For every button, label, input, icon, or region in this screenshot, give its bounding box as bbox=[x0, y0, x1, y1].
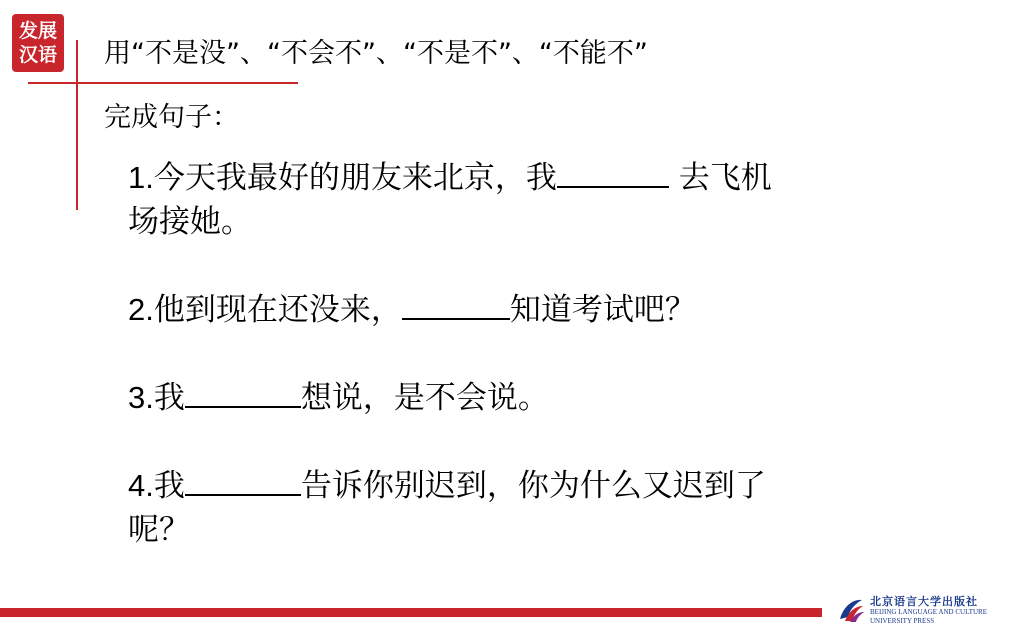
question-2 bbox=[128, 288, 948, 332]
question-2-text-after: 知道考试吧？ bbox=[509, 292, 696, 328]
question-2-text-before: 他到现在还没来， bbox=[153, 292, 402, 328]
question-1-text-continued: 场接她。 bbox=[128, 204, 252, 240]
brand-line-1: 发展 bbox=[18, 20, 57, 42]
publisher-logo-icon bbox=[836, 595, 866, 625]
publisher-logo bbox=[836, 592, 1016, 628]
question-1-blank[interactable] bbox=[557, 156, 669, 188]
question-2-blank[interactable] bbox=[402, 288, 510, 320]
question-4-text-after: 告诉你别迟到，你为什么又迟到了 bbox=[300, 468, 766, 504]
question-1 bbox=[128, 156, 948, 244]
question-1-text-after: 去飞机 bbox=[668, 160, 772, 196]
question-4 bbox=[128, 464, 948, 552]
question-1-number: 1. bbox=[128, 160, 154, 195]
question-list bbox=[128, 156, 948, 552]
publisher-name-cn: 北京语言大学出版社 bbox=[870, 594, 978, 608]
question-4-blank[interactable] bbox=[185, 464, 301, 496]
question-3-text-before: 我 bbox=[153, 380, 185, 416]
question-3-text-after: 想说，是不会说。 bbox=[300, 380, 549, 416]
question-2-number: 2. bbox=[128, 292, 154, 327]
publisher-name-en-line-1: BEIJING LANGUAGE AND CULTURE bbox=[870, 607, 987, 616]
page-subtitle: 完成句子： bbox=[104, 102, 239, 133]
question-4-text-before: 我 bbox=[153, 468, 185, 504]
question-4-number: 4. bbox=[128, 468, 154, 503]
brand-logo bbox=[12, 14, 64, 72]
publisher-name-en-line-2: UNIVERSITY PRESS bbox=[870, 616, 935, 625]
question-3-blank[interactable] bbox=[185, 376, 301, 408]
question-3 bbox=[128, 376, 948, 420]
decor-horizontal-line bbox=[28, 82, 298, 84]
question-3-number: 3. bbox=[128, 380, 154, 415]
decor-vertical-line bbox=[76, 40, 78, 210]
question-4-text-continued: 呢？ bbox=[128, 512, 190, 548]
footer-bar bbox=[0, 608, 822, 617]
question-1-text-before: 今天我最好的朋友来北京，我 bbox=[153, 160, 557, 196]
brand-line-2: 汉语 bbox=[18, 44, 57, 66]
page-title: 用“不是没”、“不会不”、“不是不”、“不能不” bbox=[104, 38, 648, 69]
